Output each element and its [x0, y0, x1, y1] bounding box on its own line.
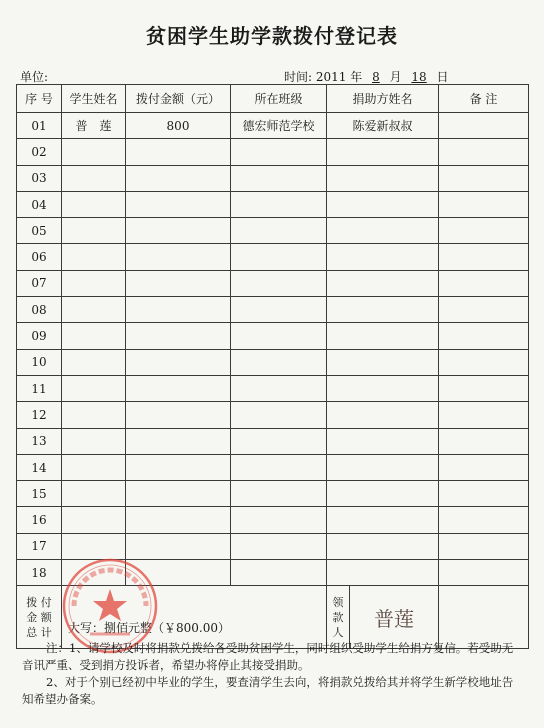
- header-note: 备 注: [439, 85, 529, 113]
- total-amount-text: 大写：捌佰元整（￥800.00）: [68, 620, 230, 635]
- unit-label: 单位:: [20, 70, 49, 84]
- row-class: [231, 375, 327, 401]
- table-row: [17, 533, 529, 559]
- row-amount: [126, 507, 231, 533]
- row-donor: [327, 218, 439, 244]
- row-donor: [327, 139, 439, 165]
- row-donor: [327, 481, 439, 507]
- row-student-name: [62, 454, 126, 480]
- row-donor: [327, 375, 439, 401]
- row-class: [231, 270, 327, 296]
- row-note: [439, 481, 529, 507]
- table-row: [17, 270, 529, 296]
- row-note: [439, 428, 529, 454]
- row-class: [231, 218, 327, 244]
- year-unit: 年: [350, 70, 363, 84]
- note-1: 注：1、请学校及时将捐款兑拨给各受助贫困学生，同时组织受助学生给捐方复信。若受助无音讯严重、受到捐方投诉者，希望办将停止其接受捐助。: [22, 641, 514, 672]
- date-line: [284, 68, 449, 85]
- row-no: 01: [17, 113, 62, 139]
- registration-table: [16, 84, 529, 649]
- row-donor: [327, 349, 439, 375]
- row-amount: [126, 428, 231, 454]
- receiver-label-1: 领: [332, 595, 344, 609]
- row-class: [231, 165, 327, 191]
- row-no: 17: [17, 533, 62, 559]
- row-note: [439, 533, 529, 559]
- row-no: 12: [17, 402, 62, 428]
- time-label: 时间:: [284, 70, 313, 84]
- table-row: [17, 481, 529, 507]
- row-note: [439, 165, 529, 191]
- header-class: 所在班级: [231, 85, 327, 113]
- row-donor: [327, 428, 439, 454]
- row-amount: [126, 297, 231, 323]
- row-note: [439, 507, 529, 533]
- row-no: 04: [17, 191, 62, 217]
- table-row: [17, 428, 529, 454]
- month-unit: 月: [389, 70, 402, 84]
- row-class: [231, 533, 327, 559]
- total-label-1: 拨 付: [26, 595, 52, 609]
- row-class: [231, 323, 327, 349]
- row-student-name: [62, 218, 126, 244]
- row-donor: [327, 165, 439, 191]
- row-note: [439, 560, 529, 586]
- row-class: [231, 507, 327, 533]
- row-class: [231, 402, 327, 428]
- row-no: 06: [17, 244, 62, 270]
- row-class: [231, 428, 327, 454]
- row-student-name: [62, 402, 126, 428]
- row-amount: [126, 191, 231, 217]
- row-student-name: [62, 560, 126, 586]
- row-amount: [126, 454, 231, 480]
- row-student-name: 普 莲: [62, 113, 126, 139]
- table-row: [17, 323, 529, 349]
- receiver-label-2: 款: [332, 610, 344, 624]
- row-note: [439, 218, 529, 244]
- row-no: 13: [17, 428, 62, 454]
- table-row: [17, 375, 529, 401]
- row-donor: [327, 191, 439, 217]
- row-amount: [126, 349, 231, 375]
- row-amount: [126, 375, 231, 401]
- row-donor: [327, 270, 439, 296]
- row-donor: [327, 533, 439, 559]
- row-donor: [327, 323, 439, 349]
- row-student-name: [62, 533, 126, 559]
- table-row: [17, 244, 529, 270]
- row-no: 07: [17, 270, 62, 296]
- row-amount: [126, 481, 231, 507]
- row-donor: [327, 454, 439, 480]
- date-month: 8: [372, 70, 380, 84]
- row-donor: [327, 507, 439, 533]
- row-class: [231, 297, 327, 323]
- row-student-name: [62, 349, 126, 375]
- row-no: 14: [17, 454, 62, 480]
- row-amount: 800: [126, 113, 231, 139]
- row-amount: [126, 165, 231, 191]
- row-no: 15: [17, 481, 62, 507]
- row-no: 05: [17, 218, 62, 244]
- row-class: 德宏师范学校: [231, 113, 327, 139]
- row-no: 16: [17, 507, 62, 533]
- row-note: [439, 191, 529, 217]
- table-row: [17, 139, 529, 165]
- row-note: [439, 454, 529, 480]
- row-no: 11: [17, 375, 62, 401]
- row-amount: [126, 402, 231, 428]
- row-note: [439, 139, 529, 165]
- date-year: 2011: [315, 70, 347, 84]
- row-note: [439, 402, 529, 428]
- row-donor: [327, 297, 439, 323]
- row-note: [439, 349, 529, 375]
- row-student-name: [62, 165, 126, 191]
- table-row: [17, 349, 529, 375]
- receiver-label-3: 人: [332, 625, 344, 639]
- row-amount: [126, 560, 231, 586]
- row-student-name: [62, 428, 126, 454]
- row-class: [231, 139, 327, 165]
- row-note: [439, 113, 529, 139]
- notes-section: [22, 640, 524, 708]
- table-body: [17, 113, 529, 586]
- row-class: [231, 560, 327, 586]
- row-student-name: [62, 297, 126, 323]
- form-title: 贫困学生助学款拨付登记表: [146, 24, 398, 48]
- table-row: [17, 113, 529, 139]
- header-student-name: 学生姓名: [62, 85, 126, 113]
- header-donor: 捐助方姓名: [327, 85, 439, 113]
- row-class: [231, 454, 327, 480]
- table-row: [17, 191, 529, 217]
- row-amount: [126, 323, 231, 349]
- row-no: 09: [17, 323, 62, 349]
- row-student-name: [62, 323, 126, 349]
- row-amount: [126, 244, 231, 270]
- receiver-signature: 普莲: [374, 606, 414, 631]
- row-class: [231, 244, 327, 270]
- row-amount: [126, 270, 231, 296]
- row-donor: [327, 560, 439, 586]
- table-row: [17, 454, 529, 480]
- table-row: [17, 560, 529, 586]
- row-student-name: [62, 507, 126, 533]
- row-no: 03: [17, 165, 62, 191]
- row-note: [439, 270, 529, 296]
- row-student-name: [62, 375, 126, 401]
- table-row: [17, 218, 529, 244]
- row-student-name: [62, 270, 126, 296]
- row-donor: 陈爱新叔叔: [327, 113, 439, 139]
- row-note: [439, 244, 529, 270]
- table-row: [17, 165, 529, 191]
- row-class: [231, 481, 327, 507]
- row-no: 10: [17, 349, 62, 375]
- row-note: [439, 375, 529, 401]
- row-student-name: [62, 139, 126, 165]
- row-no: 18: [17, 560, 62, 586]
- note-2: 2、对于个别已经初中毕业的学生，要查清学生去向，将捐款兑拨给其并将学生新学校地址告知希望办备案。: [22, 675, 514, 706]
- row-student-name: [62, 481, 126, 507]
- row-amount: [126, 218, 231, 244]
- header-amount: 拨付金额（元）: [126, 85, 231, 113]
- table-row: [17, 297, 529, 323]
- row-note: [439, 297, 529, 323]
- total-label-2: 金 额: [26, 610, 52, 624]
- row-student-name: [62, 191, 126, 217]
- date-day: 18: [411, 70, 427, 84]
- table-row: [17, 507, 529, 533]
- row-note: [439, 323, 529, 349]
- row-student-name: [62, 244, 126, 270]
- row-no: 02: [17, 139, 62, 165]
- row-no: 08: [17, 297, 62, 323]
- row-class: [231, 191, 327, 217]
- row-donor: [327, 402, 439, 428]
- header-no: 序 号: [17, 85, 62, 113]
- row-amount: [126, 533, 231, 559]
- row-donor: [327, 244, 439, 270]
- total-label-3: 总 计: [26, 625, 52, 639]
- table-row: [17, 402, 529, 428]
- row-amount: [126, 139, 231, 165]
- row-class: [231, 349, 327, 375]
- table-header-row: [17, 85, 529, 113]
- day-unit: 日: [436, 70, 449, 84]
